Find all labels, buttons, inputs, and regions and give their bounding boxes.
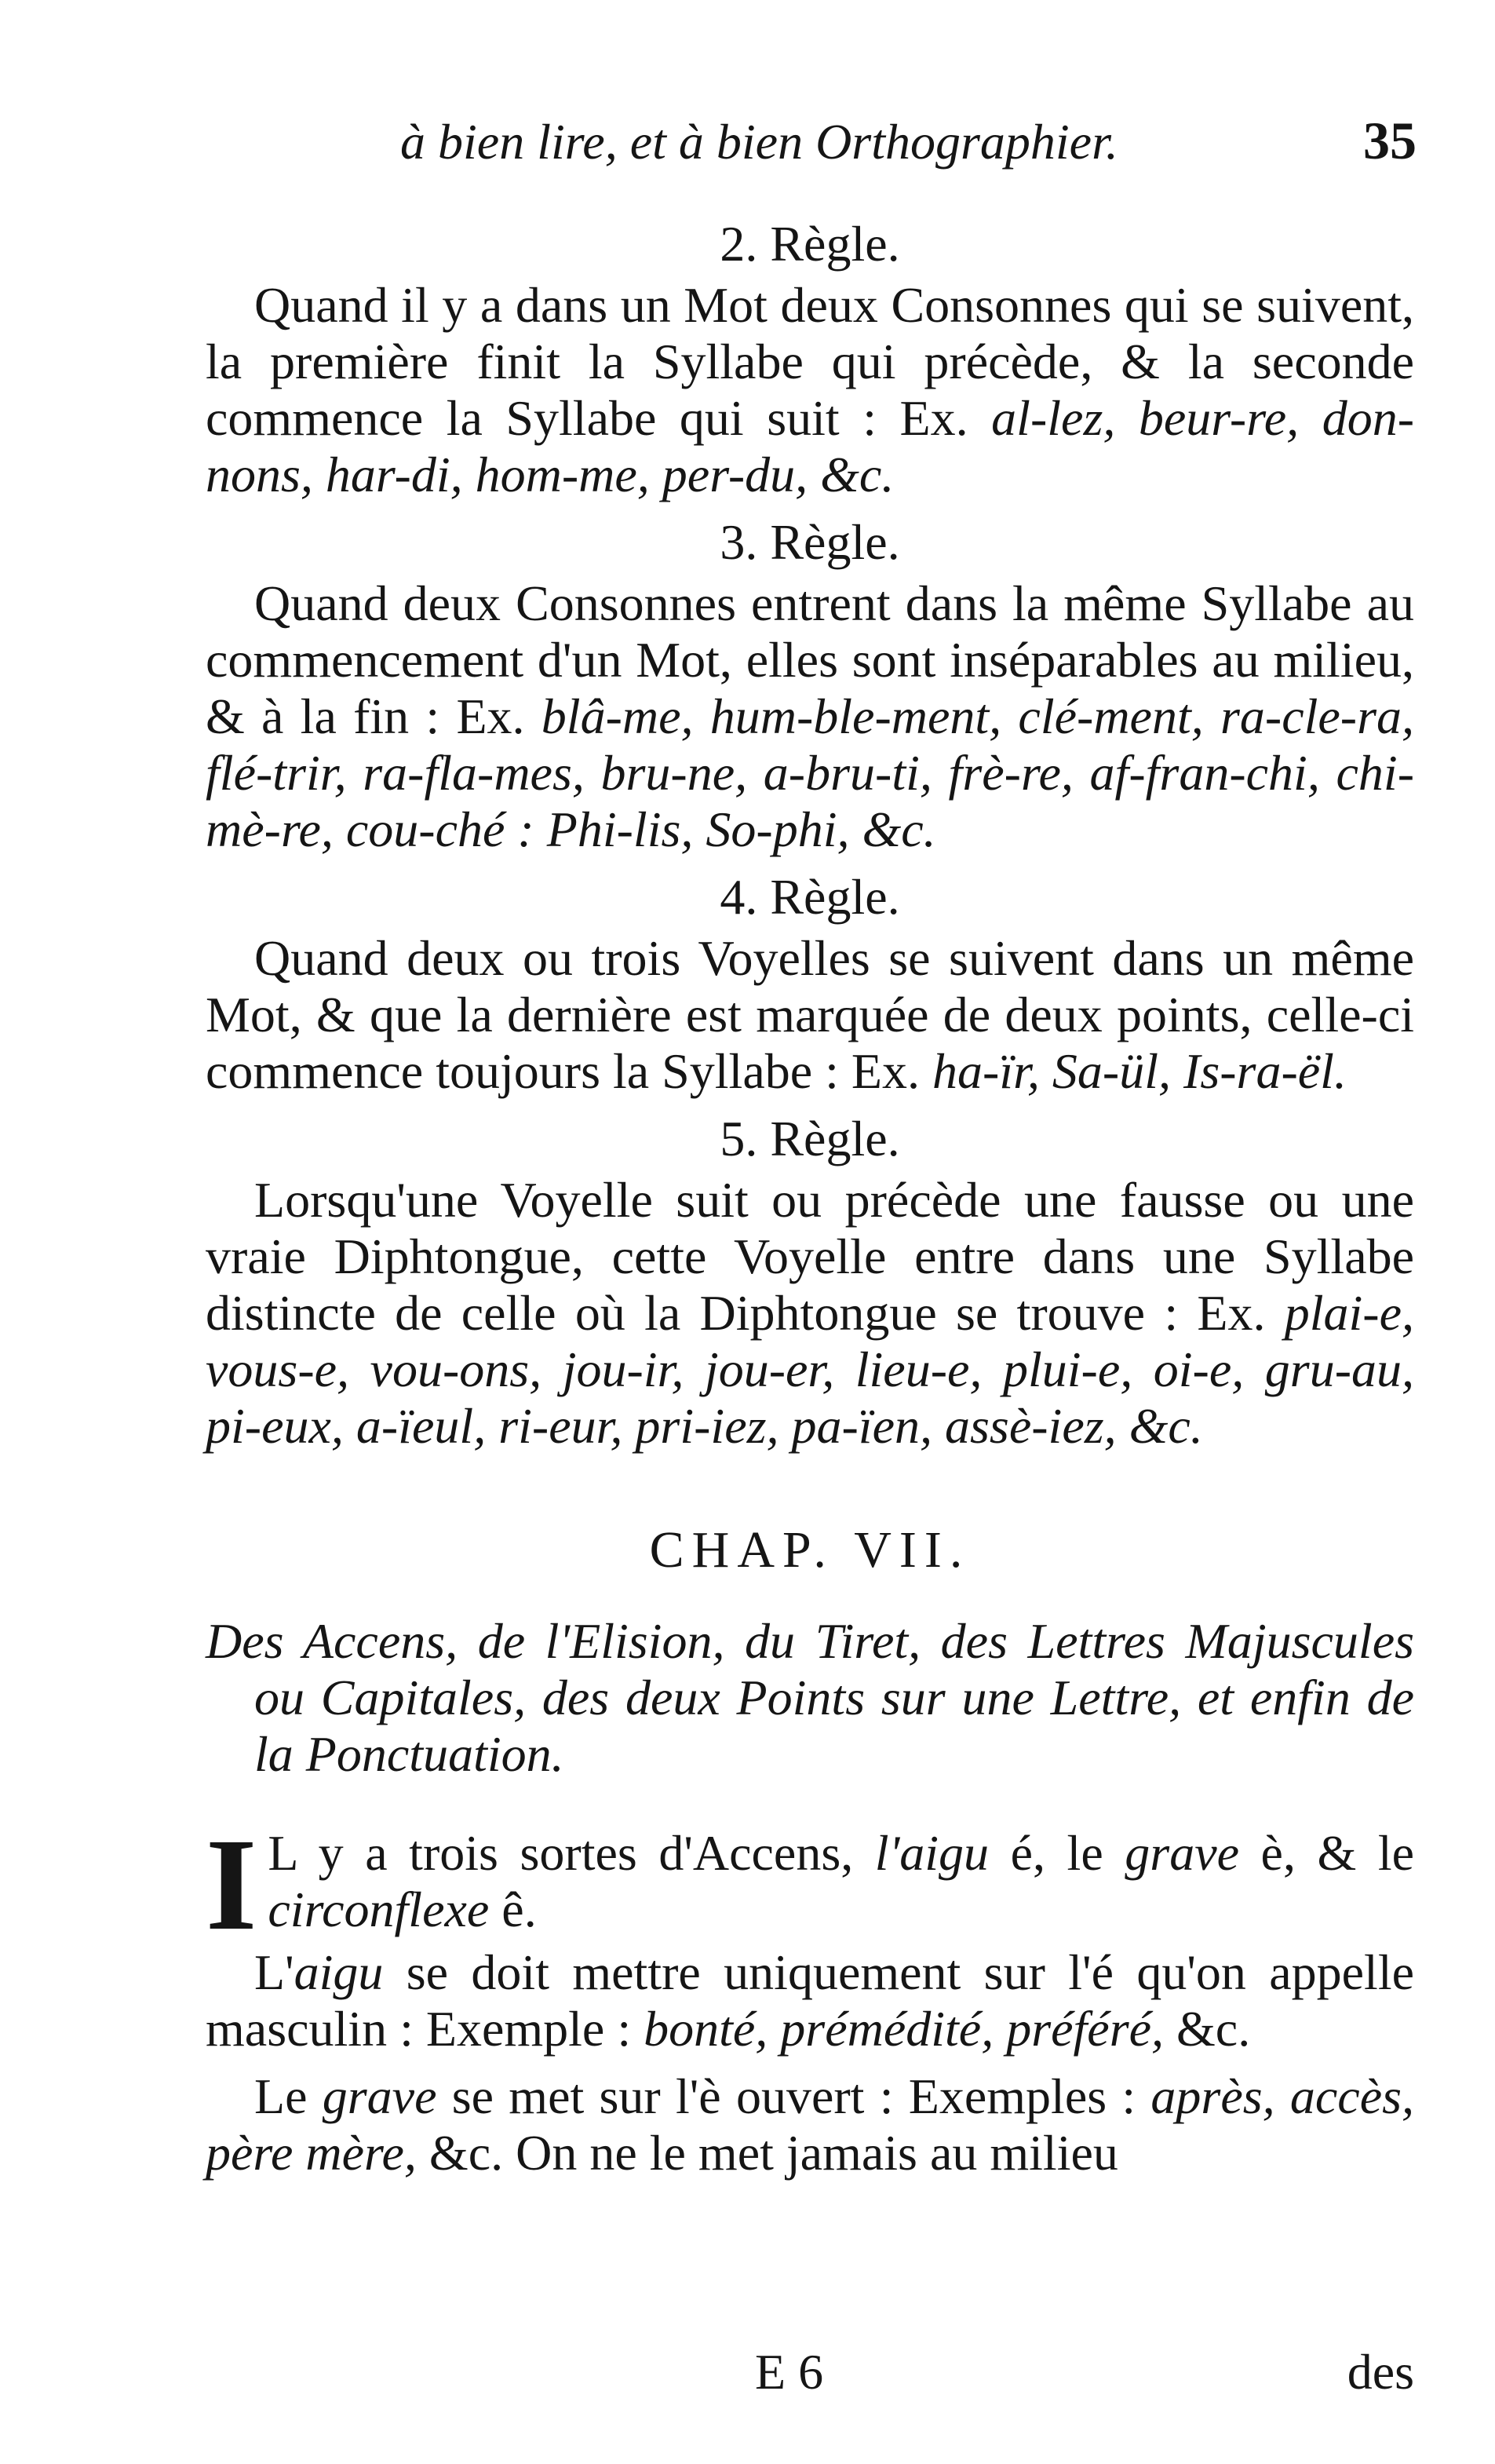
page-body [206, 216, 1414, 2192]
p2-examples: bonté, prémédité, préféré, [644, 2001, 1164, 2057]
rule-body: Quand deux ou trois Voyelles se suivent dans un même Mot, & que la dernière est marquée de deux points, celle-ci commence toujours la Syllabe : Ex. [206, 930, 1414, 1099]
rule-text [206, 575, 1414, 858]
p3-text: se met sur l'è ouvert : Exemples : [436, 2068, 1151, 2124]
rule-body: Quand il y a dans un Mot deux Consonnes qui se suivent, la première finit la Syllabe qui précède, & la seconde commence la Syllabe qui suit : Ex. [206, 277, 1414, 446]
chapter-title: CHAP. VII. [649, 1521, 971, 1579]
p2-text: se doit mettre uniquement sur l'é qu'on appelle masculin : Exemple : [206, 1944, 1414, 2057]
signature-mark: E 6 [755, 2344, 824, 2400]
rule-text [206, 1172, 1414, 1455]
aigu-paragraph [206, 1944, 1414, 2057]
rule-2 [206, 216, 1414, 503]
rule-4 [206, 869, 1414, 1100]
p2-start: L' [254, 1944, 294, 2000]
rule-title: 5. Règle. [720, 1111, 900, 1166]
p3-examples: après, accès, père mère, [206, 2068, 1415, 2181]
running-title: à bien lire, et à bien Orthographier. [400, 114, 1118, 170]
p2-aigu: aigu [294, 1944, 384, 2000]
p3-grave: grave [322, 2068, 437, 2124]
rule-examples: ha-ïr, Sa-ül, Is-ra-ël. [932, 1043, 1347, 1099]
aigu-char: é, le [989, 1825, 1125, 1881]
accents-intro [206, 1812, 1415, 1958]
rule-examples: al-lez, beur-re, don-nons, har-di, hom-me, per-du, &c. [206, 390, 1415, 502]
rule-body: Quand deux Consonnes entrent dans la même Syllabe au commencement d'un Mot, elles sont inséparables au milieu, & à la fin : Ex. [206, 575, 1414, 744]
rule-3 [206, 514, 1414, 858]
chapter-summary: Des Accens, de l'Elision, du Tiret, des Lettres Majuscules ou Capitales, des deux Points sur une Lettre, et enfin de la Ponctuation. [206, 1613, 1414, 1782]
rule-examples: plai-e, vous-e, vou-ons, jou-ir, jou-er, lieu-e, plui-e, oi-e, gru-au, pi-eux, a-ïeul, ri-eur, pri-iez, pa-ïen, assè-iez, &c. [206, 1285, 1414, 1454]
grave-char: è, & le [1239, 1825, 1415, 1881]
circonflexe-label: circonflexe [268, 1882, 490, 1937]
circonflexe-char: ê. [489, 1882, 537, 1937]
rule-body: Lorsqu'une Voyelle suit ou précède une fausse ou une vraie Diphtongue, cette Voyelle entre dans une Syllabe distincte de celle où la Diphtongue se trouve : Ex. [206, 1172, 1414, 1341]
p2-end: &c. [1164, 2001, 1251, 2057]
grave-paragraph [206, 2068, 1414, 2181]
rule-examples: blâ-me, hum-ble-ment, clé-ment, ra-cle-ra, flé-trir, ra-fla-mes, bru-ne, a-bru-ti, frè-re, af-fran-chi, chi-mè-re, cou-ché : Phi-lis, So-phi, &c. [206, 688, 1414, 857]
p3-start: Le [254, 2068, 323, 2124]
p3-end: &c. On ne le met jamais au milieu [416, 2125, 1118, 2181]
rule-title: 3. Règle. [720, 514, 900, 570]
grave-label: grave [1125, 1825, 1239, 1881]
page-number: 35 [1363, 111, 1417, 170]
drop-cap: I [206, 1812, 257, 1958]
rule-5 [206, 1111, 1414, 1455]
page-header [204, 110, 1417, 172]
rule-text [206, 930, 1414, 1100]
catchword: des [1347, 2344, 1414, 2400]
rule-text [206, 277, 1414, 503]
aigu-label: l'aigu [874, 1825, 990, 1881]
rule-title: 2. Règle. [720, 216, 900, 272]
rule-title: 4. Règle. [720, 869, 900, 925]
intro-text: L y a trois sortes d'Accens, [268, 1825, 875, 1881]
